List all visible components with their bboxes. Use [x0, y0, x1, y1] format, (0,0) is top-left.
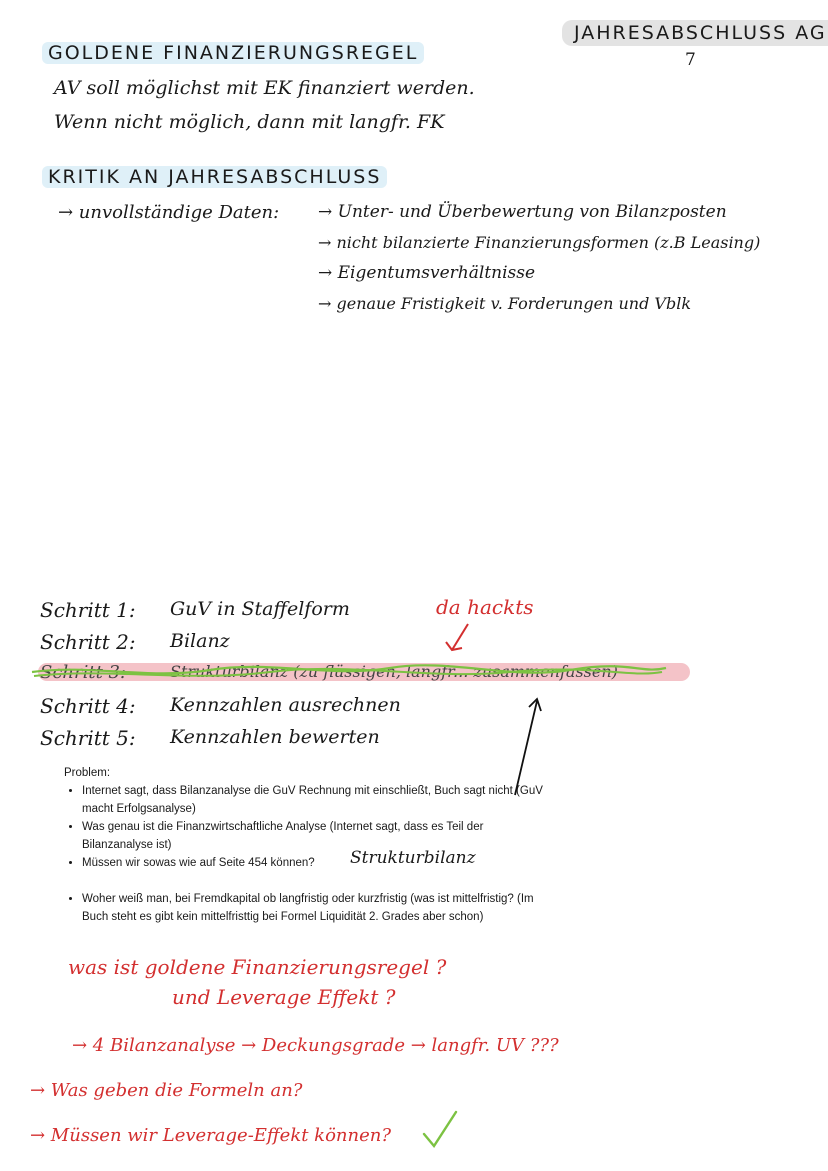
problem-bullet-1: • Internet sagt, dass Bilanzanalyse die GuV Rechnung mit einschließt, Buch sagt nicht (GuV macht Erfolgsanalyse): [82, 782, 544, 818]
annotation-arrow-icon: [440, 620, 480, 660]
kritik-item-3: → Eigentumsverhältnisse: [318, 263, 536, 283]
problem-bullet-4: • Woher weiß man, bei Fremdkapital ob langfristig oder kurzfristig (was ist mittelfristig? (Im Buch steht es gibt kein mittelfristtig bei Formel Liquidität 2. Grades aber schon): [82, 890, 544, 926]
step-3-label: Schritt 3:: [40, 662, 127, 683]
step-3-text: Strukturbilanz (zu flüssigen, langfr... zusammenfassen): [170, 662, 618, 681]
page-number: 7: [685, 50, 696, 70]
heading-goldene-finanzierungsregel: GOLDENE FINANZIERUNGSREGEL: [42, 42, 424, 64]
question-line-4: → Was geben die Formeln an?: [30, 1080, 303, 1101]
step-2-label: Schritt 2:: [40, 630, 136, 654]
annotation-da-hackts: da hackts: [436, 595, 534, 619]
strikethrough-scribble-icon: [30, 660, 670, 686]
question-line-1: was ist goldene Finanzierungsregel ?: [68, 955, 447, 979]
kritik-item-4: → genaue Fristigkeit v. Forderungen und Vblk: [318, 294, 692, 313]
question-line-2: und Leverage Effekt ?: [172, 985, 396, 1009]
problem-bullet-2: • Was genau ist die Finanzwirtschaftliche Analyse (Internet sagt, dass es Teil der Bilanzanalyse ist): [82, 818, 544, 854]
step-5-text: Kennzahlen bewerten: [170, 726, 380, 748]
step-5-label: Schritt 5:: [40, 726, 136, 750]
question-line-3: → 4 Bilanzanalyse → Deckungsgrade → langfr. UV ???: [72, 1035, 559, 1056]
step-2-text: Bilanz: [170, 630, 230, 652]
kritik-item-1: → Unter- und Überbewertung von Bilanzposten: [318, 202, 727, 222]
question-line-5: → Müssen wir Leverage-Effekt können?: [30, 1125, 392, 1146]
kritik-item-2: → nicht bilanzierte Finanzierungsformen (z.B Leasing): [318, 233, 761, 252]
step-1-label: Schritt 1:: [40, 598, 136, 622]
handwritten-answer-strukturbilanz: Strukturbilanz: [350, 848, 476, 868]
problem-title: Problem:: [64, 767, 111, 779]
heading-kritik-an-jahresabschluss: KRITIK AN JAHRESABSCHLUSS: [42, 166, 387, 188]
problem-bullet-3: • Müssen wir sowas wie auf Seite 454 können?: [82, 854, 544, 872]
green-checkmark-icon: [420, 1108, 460, 1152]
step-4-label: Schritt 4:: [40, 694, 136, 718]
step-1-text: GuV in Staffelform: [170, 598, 350, 620]
section1-line-2: Wenn nicht möglich, dann mit langfr. FK: [54, 111, 445, 133]
page-header-title: JAHRESABSCHLUSS AG: [562, 20, 828, 46]
section1-line-1: AV soll möglichst mit EK finanziert werden.: [54, 77, 475, 99]
problem-block: [64, 764, 544, 926]
kritik-label: → unvollständige Daten:: [58, 202, 280, 223]
step-4-text: Kennzahlen ausrechnen: [170, 694, 401, 716]
